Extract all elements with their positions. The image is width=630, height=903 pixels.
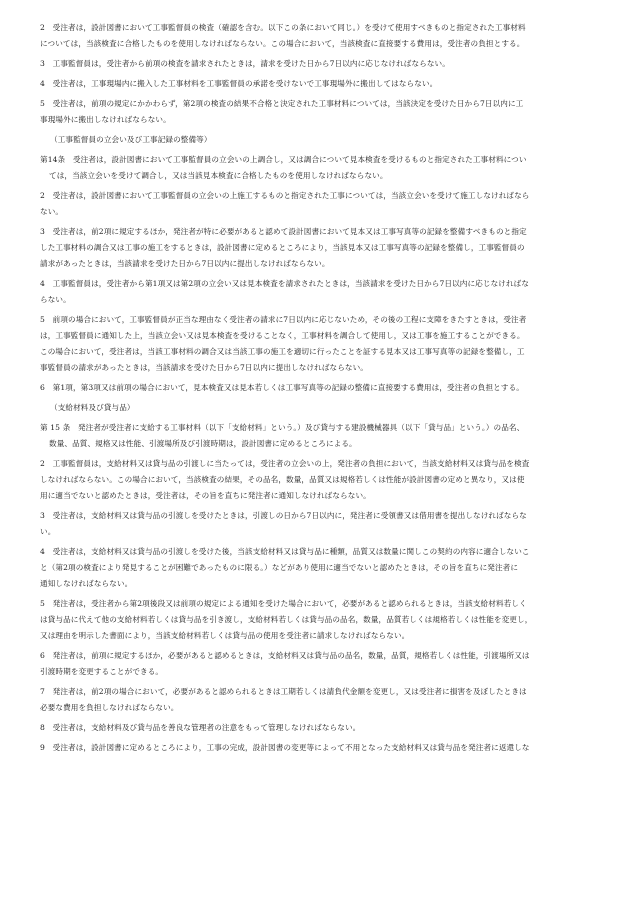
text-line: 請求があったときは，当該請求を受けた日から7日以内に提出しなければならない。 xyxy=(40,259,330,268)
text-line: 5 前項の場合において，工事監督員が正当な理由なく受注者の請求に7日以内に応じないため，その後の工程に支障をきたすときは，受注者 xyxy=(40,315,527,324)
clause-paragraph xyxy=(40,96,606,128)
clause-paragraph xyxy=(40,76,606,92)
text-line: ては，当該立会いを受けて調合し，又は当該見本検査に合格したものを使用しなければならない。 xyxy=(49,171,388,180)
text-line: い。 xyxy=(40,527,56,536)
text-line: らない。 xyxy=(40,295,71,304)
text-line: 必要な費用を負担しなければならない。 xyxy=(40,703,179,712)
text-line: は，工事監督員に通知した上，当該立会い又は見本検査を受けることなく，工事材料を調合して使用し，又は工事を施工することができる。 xyxy=(40,331,525,340)
text-line: 8 受注者は，支給材料及び貸与品を善良な管理者の注意をもって管理しなければならない。 xyxy=(40,723,361,732)
text-line: 2 工事監督員は，支給材料又は貸与品の引渡しに当たっては，受注者の立会いの上，発注者の負担において，当該支給材料又は貸与品を検査 xyxy=(40,459,530,468)
text-line: 通知しなければならない。 xyxy=(40,579,133,588)
text-line: 2 受注者は，設計図書において工事監督員の検査（確認を含む。以下この条において同じ。）を受けて使用すべきものと指定された工事材料 xyxy=(40,23,526,32)
text-line: 数量、品質、規格又は性能、引渡場所及び引渡時期は，設計図書に定めるところによる。 xyxy=(49,439,357,448)
text-line: については，当該検査に合格したものを使用しなければならない。この場合において，当該検査に直接要する費用は，受注者の負担とする。 xyxy=(40,39,525,48)
clause-paragraph xyxy=(40,56,606,72)
text-line: 4 受注者は，支給材料又は貸与品の引渡しを受けた後，当該支給材料又は貸与品に種類，品質又は数量に関しこの契約の内容に適合しないこ xyxy=(40,547,530,556)
text-line: 3 受注者は，前2項に規定するほか，発注者が特に必要があると認めて設計図書において見本又は工事写真等の記録を整備すべきものと指定 xyxy=(40,227,527,236)
text-line: 6 発注者は，前項に規定するほか，必要があると認めるときは，支給材料又は貸与品の品名，数量，品質，規格若しくは性能，引渡場所又は xyxy=(40,651,530,660)
article-paragraph xyxy=(40,420,606,452)
clause-paragraph xyxy=(40,596,606,644)
clause-paragraph xyxy=(40,20,606,52)
text-line: ない。 xyxy=(40,207,64,216)
text-line: 4 工事監督員は，受注者から第1項又は第2項の立会い又は見本検査を請求されたときは，当該請求を受けた日から7日以内に応じなければな xyxy=(40,279,530,288)
clause-paragraph xyxy=(40,544,606,592)
text-line: 5 発注者は，受注者から第2項後段又は前項の規定による通知を受けた場合において，必要があると認められるときは，当該支給材料若しく xyxy=(40,599,527,608)
text-line: 又は理由を明示した書面により，当該支給材料若しくは貸与品の使用を受注者に請求しなければならない。 xyxy=(40,631,410,640)
text-line: 7 発注者は，前2項の場合において，必要があると認められるときは工期若しくは請負代金額を変更し，又は受注者に損害を及ぼしたときは xyxy=(40,687,527,696)
article-paragraph xyxy=(40,152,606,184)
clause-paragraph xyxy=(40,224,606,272)
text-line: 5 受注者は，前項の規定にかかわらず，第2項の検査の結果不合格と決定された工事材料については，当該決定を受けた日から7日以内に工 xyxy=(40,99,524,108)
text-line: 第 15 条 発注者が受注者に支給する工事材料（以下「支給材料」という。）及び貸与する建設機械器具（以下「貸与品」という。）の品名、 xyxy=(40,423,525,432)
text-line: しなければならない。この場合において，当該検査の結果，その品名，数量，品質又は規格若しくは性能が設計図書の定めと異なり，又は使 xyxy=(40,475,525,484)
text-line: した工事材料の調合又は工事の施工をするときは，設計図書に定めるところにより，当該見本又は工事写真等の記録を整備し，工事監督員の xyxy=(40,243,525,252)
text-line: 事現場外に搬出しなければならない。 xyxy=(40,115,171,124)
clause-paragraph xyxy=(40,684,606,716)
clause-paragraph xyxy=(40,720,606,736)
text-line: と（第2項の検査により発見することが困難であったものに限る。）などがあり使用に適当でないと認めたときは，その旨を直ちに発注者に xyxy=(40,563,519,572)
clause-paragraph xyxy=(40,740,606,756)
section-heading: （支給材料及び貸与品） xyxy=(50,403,135,412)
text-line: 3 工事監督員は，受注者から前項の検査を請求されたときは，請求を受けた日から7日以内に応じなければならない。 xyxy=(40,59,450,68)
text-line: この場合において，受注者は，当該工事材料の調合又は当該工事の施工を適切に行ったことを証する見本又は工事写真等の記録を整備し，工 xyxy=(40,347,525,356)
clause-paragraph xyxy=(40,456,606,504)
clause-paragraph xyxy=(40,508,606,540)
text-line: 9 受注者は，設計図書に定めるところにより，工事の完成，設計図書の変更等によって不用となった支給材料又は貸与品を発注者に返還しな xyxy=(40,743,530,752)
text-line: 用に適当でないと認めたときは，受注者は，その旨を直ちに発注者に通知しなければならない。 xyxy=(40,491,371,500)
clause-paragraph xyxy=(40,648,606,680)
text-line: 4 受注者は，工事現場内に搬入した工事材料を工事監督員の承諾を受けないで工事現場外に搬出してはならない。 xyxy=(40,79,438,88)
clause-paragraph xyxy=(40,188,606,220)
text-line: 3 受注者は，支給材料又は貸与品の引渡しを受けたときは，引渡しの日から7日以内に，発注者に受領書又は借用書を提出しなければならな xyxy=(40,511,527,520)
clause-paragraph xyxy=(40,276,606,308)
text-line: は貸与品に代えて他の支給材料若しくは貸与品を引き渡し，支給材料若しくは貸与品の品名，数量，品質若しくは規格若しくは性能を変更し， xyxy=(40,615,533,624)
text-line: 6 第1項，第3項又は前項の場合において，見本検査又は見本若しくは工事写真等の記録の整備に直接要する費用は，受注者の負担とする。 xyxy=(40,383,524,392)
clause-paragraph xyxy=(40,312,606,376)
text-line: 事監督員の請求があったときは，当該請求を受けた日から7日以内に提出しなければならない。 xyxy=(40,363,368,372)
text-line: 2 受注者は，設計図書において工事監督員の立会いの上施工するものと指定された工事については，当該立会いを受けて施工しなければなら xyxy=(40,191,530,200)
section-heading: （工事監督員の立会い及び工事記録の整備等） xyxy=(50,135,212,144)
clause-paragraph xyxy=(40,380,606,396)
text-line: 第14条 受注者は，設計図書において工事監督員の立会いの上調合し，又は調合について見本検査を受けるものと指定された工事材料につい xyxy=(40,155,527,164)
text-line: 引渡時期を変更することができる。 xyxy=(40,667,164,676)
